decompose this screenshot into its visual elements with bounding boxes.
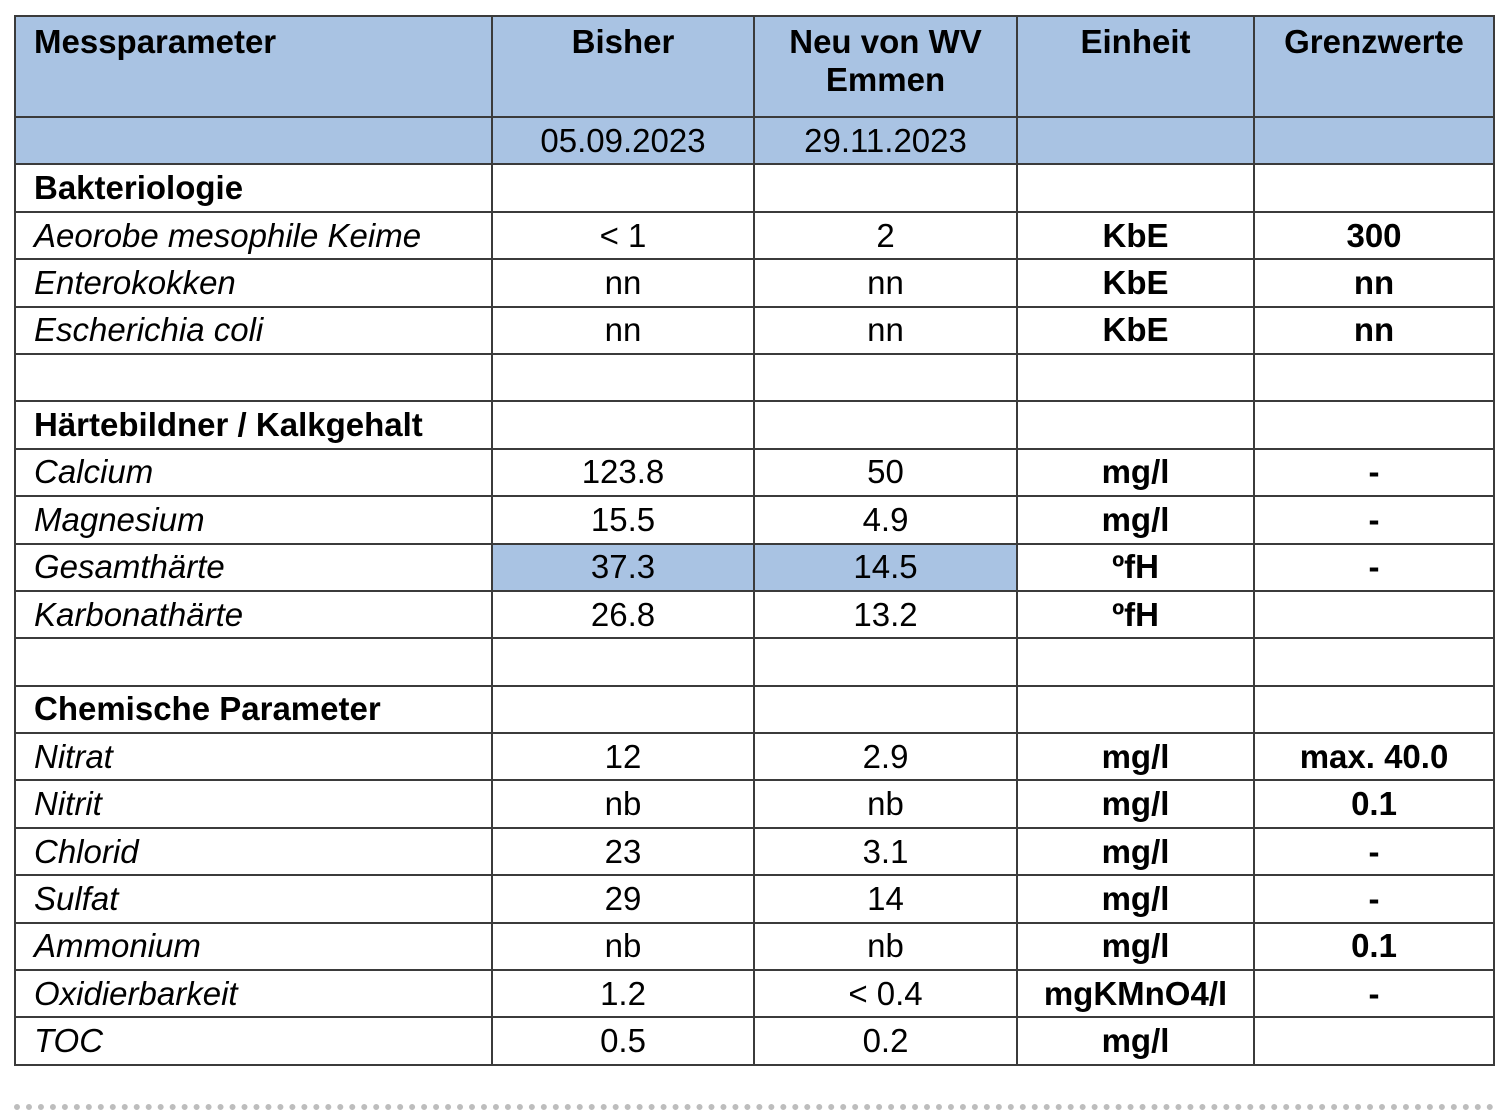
limit: -: [1254, 875, 1494, 922]
value-bisher: nb: [492, 923, 754, 970]
unit: mg/l: [1017, 449, 1254, 496]
date-empty-limit: [1254, 117, 1494, 164]
header-messparameter: Messparameter: [15, 16, 492, 117]
value-bisher: 15.5: [492, 496, 754, 543]
section-row: [15, 401, 1494, 448]
empty-cell: [754, 686, 1017, 733]
empty-cell: [492, 686, 754, 733]
value-bisher: nb: [492, 780, 754, 827]
limit: -: [1254, 544, 1494, 591]
value-bisher: nn: [492, 307, 754, 354]
table-row: [15, 828, 1494, 875]
value-bisher: 123.8: [492, 449, 754, 496]
value-neu: 13.2: [754, 591, 1017, 638]
value-neu: 0.2: [754, 1017, 1017, 1064]
value-bisher: 1.2: [492, 970, 754, 1017]
unit: mg/l: [1017, 875, 1254, 922]
unit: mg/l: [1017, 780, 1254, 827]
table-row: [15, 591, 1494, 638]
section-bakteriologie: Bakteriologie: [15, 164, 492, 211]
unit: KbE: [1017, 307, 1254, 354]
limit: -: [1254, 970, 1494, 1017]
empty-cell: [15, 638, 492, 685]
value-neu-highlight: 14.5: [754, 544, 1017, 591]
param-name: Nitrit: [15, 780, 492, 827]
header-einheit: Einheit: [1017, 16, 1254, 117]
empty-cell: [1254, 354, 1494, 401]
value-neu: 14: [754, 875, 1017, 922]
table-row: [15, 1017, 1494, 1064]
empty-cell: [1254, 164, 1494, 211]
unit: mg/l: [1017, 733, 1254, 780]
limit: 0.1: [1254, 780, 1494, 827]
param-name: Oxidierbarkeit: [15, 970, 492, 1017]
unit: mg/l: [1017, 1017, 1254, 1064]
value-bisher: < 1: [492, 212, 754, 259]
empty-cell: [1254, 638, 1494, 685]
limit: -: [1254, 496, 1494, 543]
value-bisher: 29: [492, 875, 754, 922]
header-neu: Neu von WV Emmen: [754, 16, 1017, 117]
empty-cell: [1017, 638, 1254, 685]
param-name: Escherichia coli: [15, 307, 492, 354]
param-name: Magnesium: [15, 496, 492, 543]
value-bisher: 26.8: [492, 591, 754, 638]
value-neu: 3.1: [754, 828, 1017, 875]
cut-off-text-remnant: [14, 1104, 1494, 1112]
value-neu: nn: [754, 307, 1017, 354]
empty-cell: [754, 164, 1017, 211]
empty-cell: [492, 164, 754, 211]
limit: 0.1: [1254, 923, 1494, 970]
value-neu: < 0.4: [754, 970, 1017, 1017]
param-name: Calcium: [15, 449, 492, 496]
param-name: Gesamthärte: [15, 544, 492, 591]
header-bisher: Bisher: [492, 16, 754, 117]
unit: KbE: [1017, 212, 1254, 259]
empty-cell: [1017, 401, 1254, 448]
value-neu: 4.9: [754, 496, 1017, 543]
section-row: [15, 686, 1494, 733]
value-neu: 50: [754, 449, 1017, 496]
header-grenzwerte: Grenzwerte: [1254, 16, 1494, 117]
param-name: Nitrat: [15, 733, 492, 780]
empty-cell: [1017, 686, 1254, 733]
limit: max. 40.0: [1254, 733, 1494, 780]
empty-cell: [492, 638, 754, 685]
date-empty-unit: [1017, 117, 1254, 164]
param-name: TOC: [15, 1017, 492, 1064]
param-name: Chlorid: [15, 828, 492, 875]
unit: mg/l: [1017, 923, 1254, 970]
table-row: [15, 307, 1494, 354]
table-row: [15, 780, 1494, 827]
table-row: [15, 970, 1494, 1017]
table-row: [15, 733, 1494, 780]
empty-cell: [15, 354, 492, 401]
table-row: [15, 212, 1494, 259]
spacer-row: [15, 354, 1494, 401]
unit: mg/l: [1017, 496, 1254, 543]
param-name: Aeorobe mesophile Keime: [15, 212, 492, 259]
date-row: [15, 117, 1494, 164]
table-row: [15, 923, 1494, 970]
value-bisher: nn: [492, 259, 754, 306]
table-row: [15, 449, 1494, 496]
water-quality-table: [14, 15, 1495, 1066]
value-bisher: 12: [492, 733, 754, 780]
spacer-row: [15, 638, 1494, 685]
value-bisher: 0.5: [492, 1017, 754, 1064]
param-name: Ammonium: [15, 923, 492, 970]
limit: 300: [1254, 212, 1494, 259]
empty-cell: [492, 401, 754, 448]
empty-cell: [1017, 164, 1254, 211]
date-neu: 29.11.2023: [754, 117, 1017, 164]
param-name: Enterokokken: [15, 259, 492, 306]
date-empty: [15, 117, 492, 164]
value-neu: nn: [754, 259, 1017, 306]
section-haerte: Härtebildner / Kalkgehalt: [15, 401, 492, 448]
unit: KbE: [1017, 259, 1254, 306]
value-bisher-highlight: 37.3: [492, 544, 754, 591]
limit: -: [1254, 449, 1494, 496]
table-row: [15, 544, 1494, 591]
unit: ºfH: [1017, 544, 1254, 591]
limit: nn: [1254, 307, 1494, 354]
value-neu: nb: [754, 780, 1017, 827]
table-row: [15, 875, 1494, 922]
empty-cell: [1254, 686, 1494, 733]
value-neu: 2.9: [754, 733, 1017, 780]
table-row: [15, 496, 1494, 543]
limit: -: [1254, 828, 1494, 875]
param-name: Sulfat: [15, 875, 492, 922]
unit: ºfH: [1017, 591, 1254, 638]
empty-cell: [754, 638, 1017, 685]
section-chemie: Chemische Parameter: [15, 686, 492, 733]
value-neu: 2: [754, 212, 1017, 259]
empty-cell: [754, 354, 1017, 401]
limit: [1254, 591, 1494, 638]
date-bisher: 05.09.2023: [492, 117, 754, 164]
table-row: [15, 259, 1494, 306]
unit: mgKMnO4/l: [1017, 970, 1254, 1017]
empty-cell: [754, 401, 1017, 448]
empty-cell: [1254, 401, 1494, 448]
unit: mg/l: [1017, 828, 1254, 875]
empty-cell: [1017, 354, 1254, 401]
value-bisher: 23: [492, 828, 754, 875]
section-row: [15, 164, 1494, 211]
value-neu: nb: [754, 923, 1017, 970]
header-row: [15, 16, 1494, 117]
limit: nn: [1254, 259, 1494, 306]
empty-cell: [492, 354, 754, 401]
limit: [1254, 1017, 1494, 1064]
param-name: Karbonathärte: [15, 591, 492, 638]
